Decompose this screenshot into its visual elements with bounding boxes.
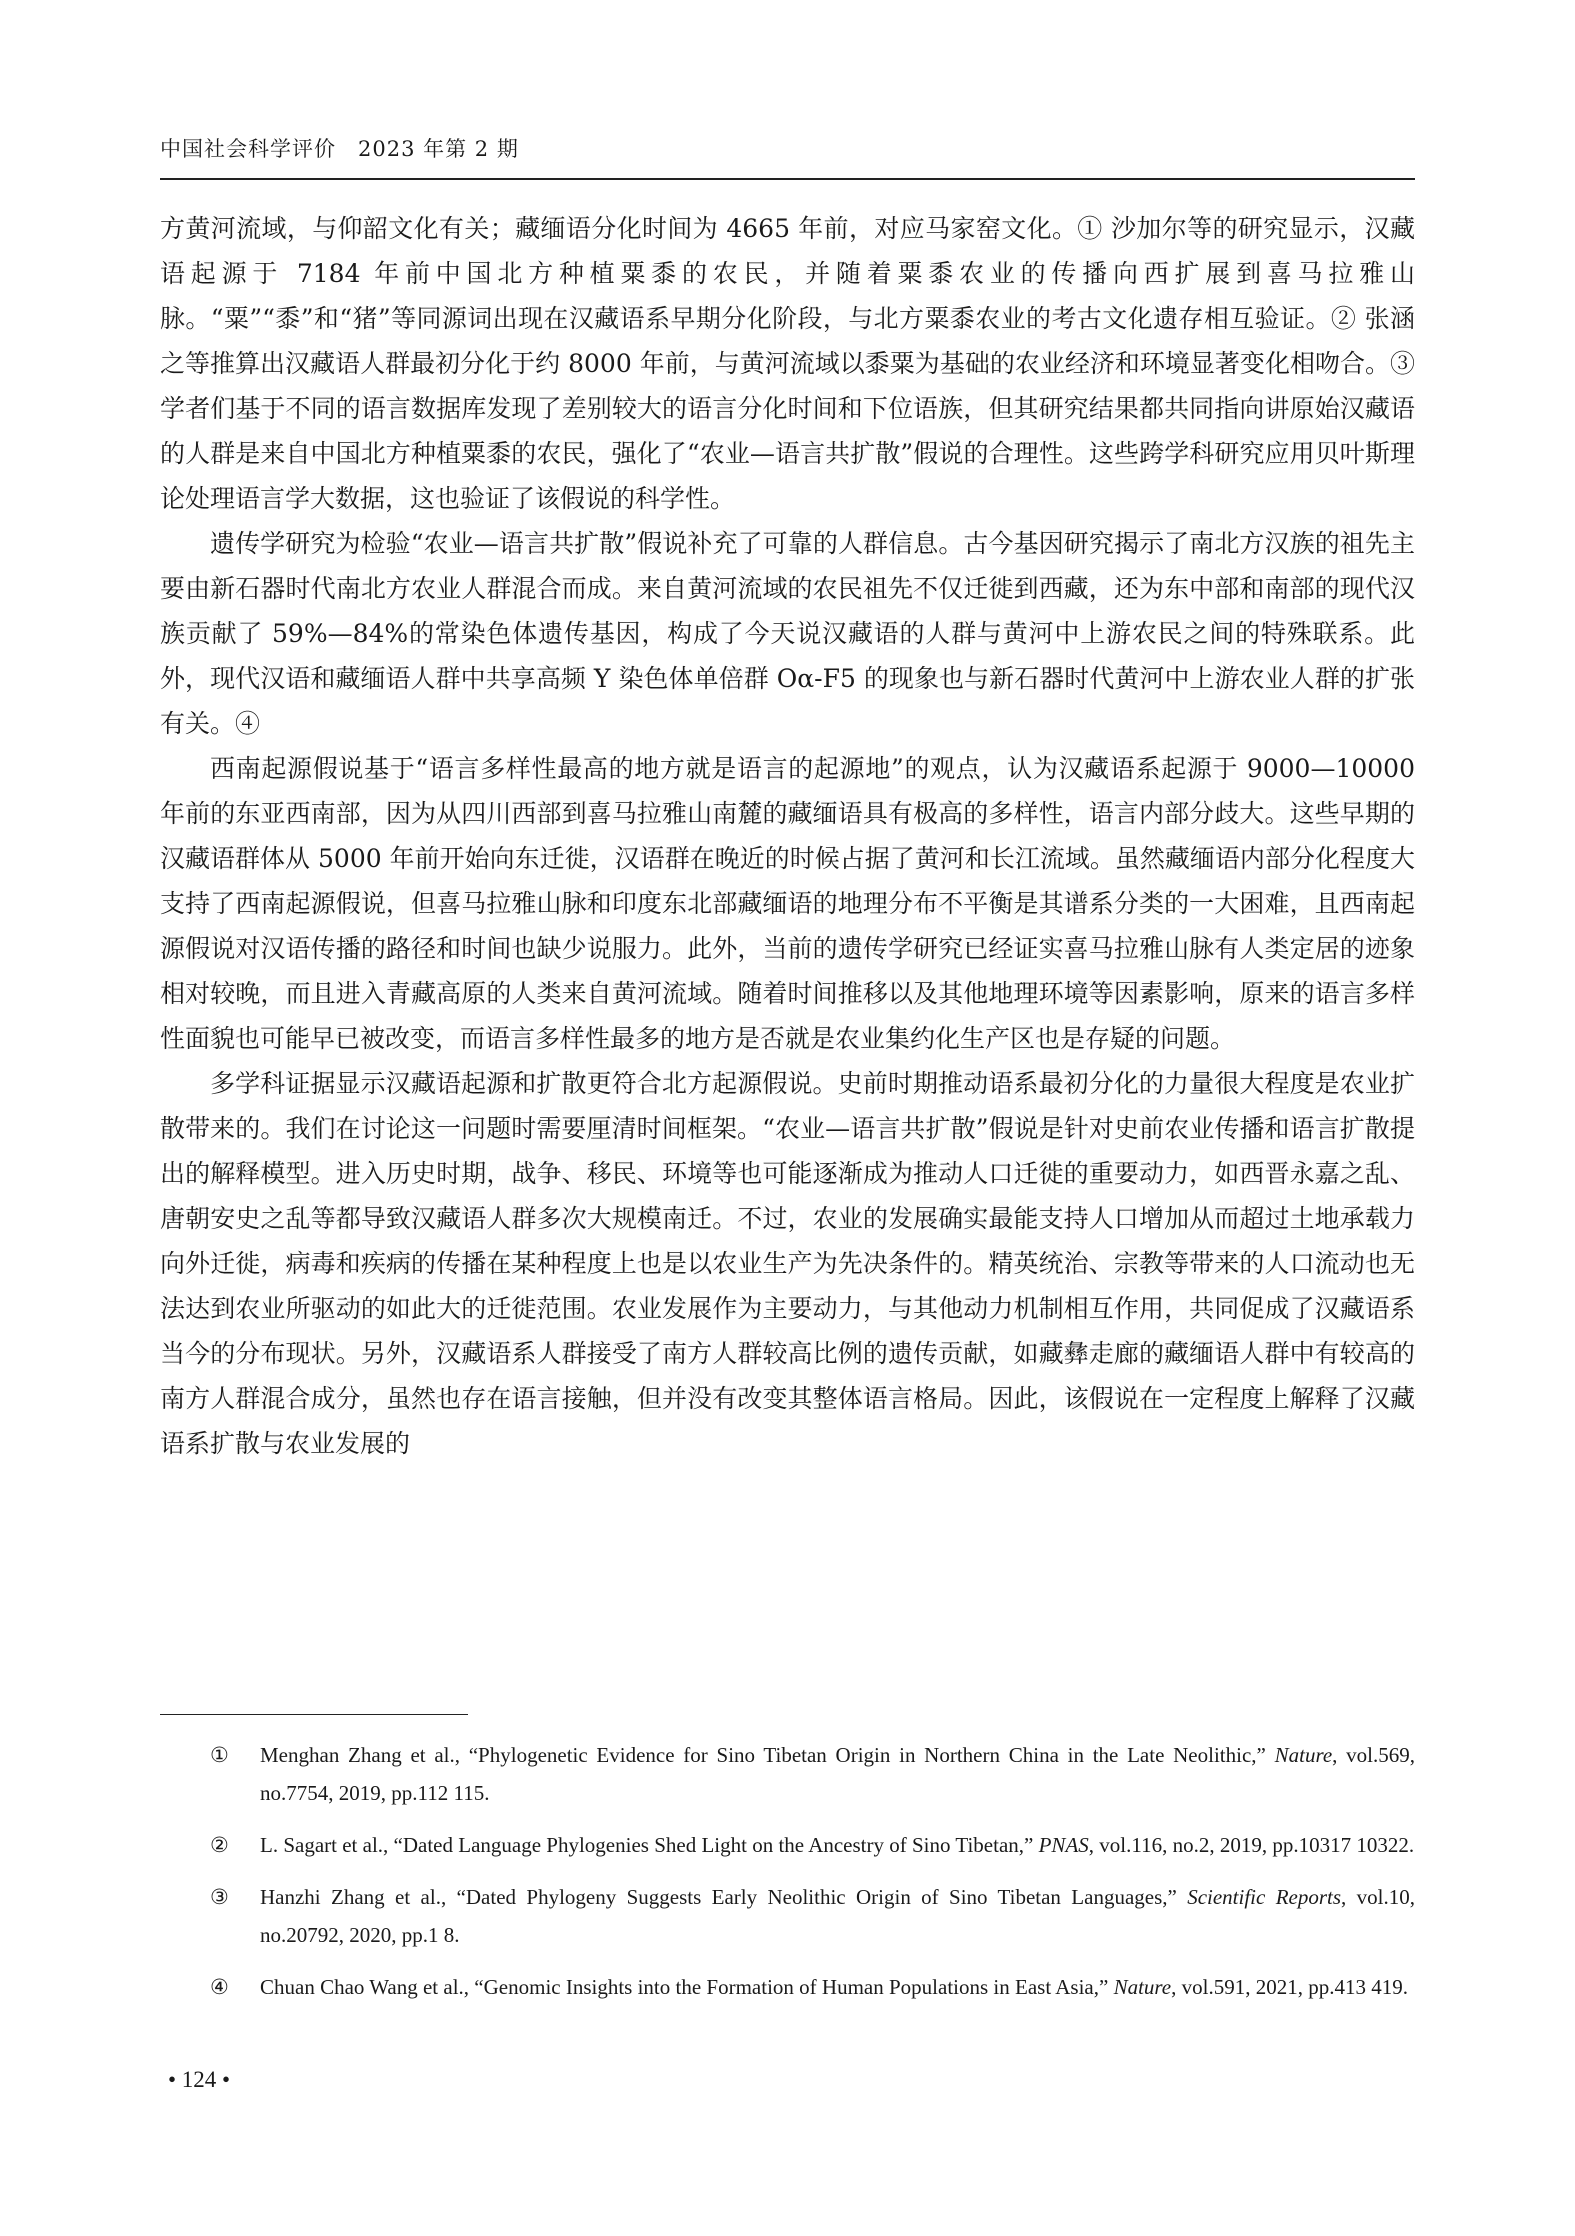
running-header [160,133,519,163]
footnotes [160,1736,1415,2020]
footnote-4 [160,1968,1415,2006]
paragraph-3: 西南起源假说基于“语言多样性最高的地方就是语言的起源地”的观点，认为汉藏语系起源于 9000—10000 年前的东亚西南部，因为从四川西部到喜马拉雅山南麓的藏缅语具有极高的多样性，语言内部分歧大。这些早期的汉藏语群体从 5000 年前开始向东迁徙，汉语群在晚近的时候占据了黄河和长江流域。虽然藏缅语内部分化程度大支持了西南起源假说，但喜马拉雅山脉和印度东北部藏缅语的地理分布不平衡是其谱系分类的一大困难，且西南起源假说对汉语传播的路径和时间也缺少说服力。此外，当前的遗传学研究已经证实喜马拉雅山脉有人类定居的迹象相对较晚，而且进入青藏高原的人类来自黄河流域。随着时间推移以及其他地理环境等因素影响，原来的语言多样性面貌也可能早已被改变，而语言多样性最多的地方是否就是农业集约化生产区也是存疑的问题。 [160,754,1415,1053]
footnote-text: , vol.569, no.7754, 2019, pp.112 115. [260,1743,1415,1805]
footnote-text: , vol.116, no.2, 2019, pp.10317 10322. [1088,1833,1415,1857]
footnote-journal: Nature [1113,1975,1172,1999]
footnote-1 [160,1736,1415,1812]
body-text [160,206,1415,1466]
footnote-text: , vol.591, 2021, pp.413 419. [1171,1975,1408,1999]
footnote-text: Hanzhi Zhang et al., “Dated Phylogeny Suggests Early Neolithic Origin of Sino Tibetan Languages,” [260,1885,1188,1909]
issue-number: 2023 年第 2 期 [358,137,519,161]
header-rule [160,178,1415,180]
footnote-marker: ① [210,1743,229,1767]
footnote-text: L. Sagart et al., “Dated Language Phylogenies Shed Light on the Ancestry of Sino Tibetan,” [260,1833,1039,1857]
footnote-3 [160,1878,1415,1954]
footnote-journal: Nature [1274,1743,1333,1767]
page-number: • 124 • [168,2067,231,2092]
footnote-2 [160,1826,1415,1864]
footnote-text: Menghan Zhang et al., “Phylogenetic Evidence for Sino Tibetan Origin in Northern China in the Late Neolithic,” [260,1743,1275,1767]
paragraph-2: 遗传学研究为检验“农业—语言共扩散”假说补充了可靠的人群信息。古今基因研究揭示了南北方汉族的祖先主要由新石器时代南北方农业人群混合而成。来自黄河流域的农民祖先不仅迁徙到西藏，还为东中部和南部的现代汉族贡献了 59%—84%的常染色体遗传基因，构成了今天说汉藏语的人群与黄河中上游农民之间的特殊联系。此外，现代汉语和藏缅语人群中共享高频 Y 染色体单倍群 Oα-F5 的现象也与新石器时代黄河中上游农业人群的扩张有关。④ [160,529,1415,738]
footnote-journal: PNAS [1038,1833,1089,1857]
footnote-marker: ③ [210,1885,229,1909]
footnote-journal: Scientific Reports [1187,1885,1342,1909]
footnote-marker: ② [210,1833,229,1857]
footnote-text: , vol.10, no.20792, 2020, pp.1 8. [260,1885,1415,1947]
journal-title: 中国社会科学评价 [160,137,336,161]
paragraph-1: 方黄河流域，与仰韶文化有关；藏缅语分化时间为 4665 年前，对应马家窑文化。① 沙加尔等的研究显示，汉藏语起源于 7184 年前中国北方种植粟黍的农民，并随着粟黍农业的传播向西扩展到喜马拉雅山脉。“粟”“黍”和“猪”等同源词出现在汉藏语系早期分化阶段，与北方粟黍农业的考古文化遗存相互验证。② 张涵之等推算出汉藏语人群最初分化于约 8000 年前，与黄河流域以黍粟为基础的农业经济和环境显著变化相吻合。③ 学者们基于不同的语言数据库发现了差别较大的语言分化时间和下位语族，但其研究结果都共同指向讲原始汉藏语的人群是来自中国北方种植粟黍的农民，强化了“农业—语言共扩散”假说的合理性。这些跨学科研究应用贝叶斯理论处理语言学大数据，这也验证了该假说的科学性。 [160,214,1415,513]
footnote-rule [160,1714,468,1715]
footnote-text: Chuan Chao Wang et al., “Genomic Insights into the Formation of Human Populations in East Asia,” [260,1975,1114,1999]
paragraph-4: 多学科证据显示汉藏语起源和扩散更符合北方起源假说。史前时期推动语系最初分化的力量很大程度是农业扩散带来的。我们在讨论这一问题时需要厘清时间框架。“农业—语言共扩散”假说是针对史前农业传播和语言扩散提出的解释模型。进入历史时期，战争、移民、环境等也可能逐渐成为推动人口迁徙的重要动力，如西晋永嘉之乱、唐朝安史之乱等都导致汉藏语人群多次大规模南迁。不过，农业的发展确实最能支持人口增加从而超过土地承载力向外迁徙，病毒和疾病的传播在某种程度上也是以农业生产为先决条件的。精英统治、宗教等带来的人口流动也无法达到农业所驱动的如此大的迁徙范围。农业发展作为主要动力，与其他动力机制相互作用，共同促成了汉藏语系当今的分布现状。另外，汉藏语系人群接受了南方人群较高比例的遗传贡献，如藏彝走廊的藏缅语人群中有较高的南方人群混合成分，虽然也存在语言接触，但并没有改变其整体语言格局。因此，该假说在一定程度上解释了汉藏语系扩散与农业发展的 [160,1069,1415,1458]
footnote-marker: ④ [210,1975,229,1999]
